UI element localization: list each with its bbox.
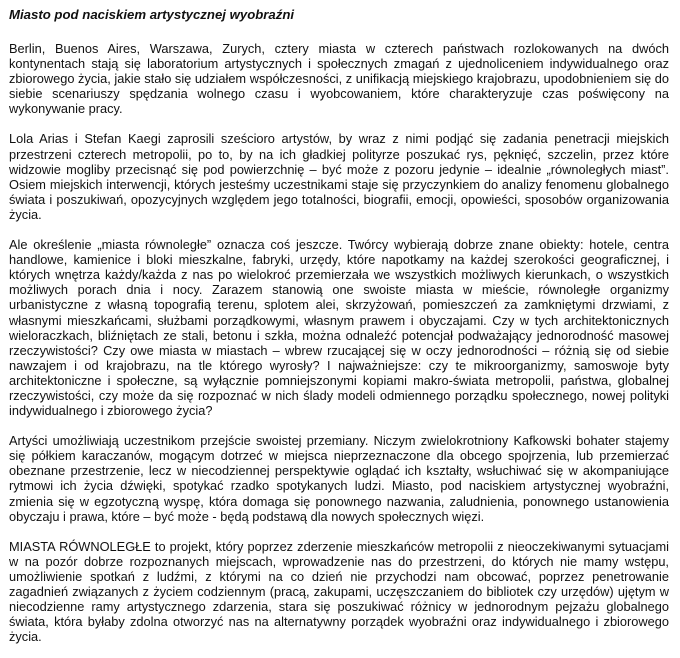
paragraph-2: Lola Arias i Stefan Kaegi zaprosili sześcioro artystów, by wraz z nimi podjąć się zadania penetracji miejskich przestrzeni czterech metropolii, po to, by na ich gładkiej polityrze poszukać rys, pęknięć, szczelin, przez które widzowie mogliby przecisnąć się pod powierzchnię – być może z pozoru jedynie – idealnie „równoległych miast”. Osiem miejskich interwencji, których jesteśmy uczestnikami staje się przyczynkiem do analizy fenomenu globalnego świata i poszukiwań, opozycyjnych względem jego totalności, biografii, emocji, opowieści, sposobów organizowania życia.: [9, 131, 669, 222]
document-page: [9, 7, 669, 644]
paragraph-3: Ale określenie „miasta równoległe” oznacza coś jeszcze. Twórcy wybierają dobrze znane obiekty: hotele, centra handlowe, kamienice i bloki mieszkalne, fabryki, urzędy, które napotkamy na każdej szerokości geograficznej, i których wnętrza każdy/każda z nas po wielokroć przemierzała we wszystkich możliwych kierunkach, o wszystkich możliwych porach dnia i nocy. Zarazem stanowią one swoiste miasta w mieście, równoległe organizmy urbanistyczne z własną topografią terenu, splotem alei, skrzyżowań, pomieszczeń za zamkniętymi drzwiami, z własnymi mieszkańcami, służbami porządkowymi, własnym prawem i obyczajami. Czy w tych architektonicznych wieloraczkach, bliźniętach ze stali, betonu i szkła, można odnaleźć potencjał podważający jednorodność masowej rzeczywistości? Czy owe miasta w miastach – wbrew rzucającej się w oczy jednorodności – różnią się od siebie nawzajem i od krajobrazu, na tle którego wyrosły? I najważniejsze: czy te mikroorganizmy, samoswoje byty architektoniczne i społeczne, są wyłącznie pomniejszonymi kopiami makro-świata metropolii, państwa, globalnej rzeczywistości, czy może da się rozpoznać w nich ślady modeli odmiennego porządku społecznego, nowej polityki indywidualnego i zbiorowego życia?: [9, 237, 669, 419]
paragraph-5: MIASTA RÓWNOLEGŁE to projekt, który poprzez zderzenie mieszkańców metropolii z nieoczekiwanymi sytuacjami w na pozór dobrze rozpoznanych miejscach, wprowadzenie nas do przestrzeni, do których nie mamy wstępu, umożliwienie spotkań z ludźmi, z którymi na co dzień nie przychodzi nam obcować, poprzez penetrowanie zagadnień związanych z życiem codziennym (pracą, zakupami, uczęszczaniem do bibliotek czy urzędów) ujętym w niecodzienne ramy artystycznego zdarzenia, stara się poszukiwać różnicy w jednorodnym pejzażu globalnego świata, która byłaby zdolna otworzyć nas na alternatywny porządek wyobraźni oraz indywidualnego i zbiorowego życia.: [9, 538, 669, 645]
paragraph-1: Berlin, Buenos Aires, Warszawa, Zurych, cztery miasta w czterech państwach rozlokowanych na dwóch kontynentach stają się laboratorium artystycznych i społecznych zmagań z ujednoliceniem indywidualnego oraz zbiorowego życia, jakie stało się udziałem współczesności, z unifikacją miejskiego krajobrazu, upodobnieniem się do siebie scenariuszy spędzania wolnego czasu i wyobcowaniem, które charakteryzuje czas poświęcony na wykonywanie pracy.: [9, 41, 669, 117]
document-title: Miasto pod naciskiem artystycznej wyobraźni: [9, 7, 295, 22]
paragraph-4: Artyści umożliwiają uczestnikom przejście swoistej przemiany. Niczym zwielokrotniony Kafkowski bohater stajemy się półkiem karaczanów, mogącym dotrzeć w miejsca nieprzeznaczone dla obcego spojrzenia, lub przemierzać obeznane przestrzenie, lecz w niecodziennej perspektywie oglądać ich kształty, wsłuchiwać się w akompaniujące rytmowi ich życia dźwięki, spotykać rzadko spotykanych ludzi. Miasto, pod naciskiem artystycznej wyobraźni, zmienia się w egzotyczną wyspę, która domaga się ponownego nazwania, zaludnienia, ponownego ustanowienia obyczaju i prawa, które – być może - będą podstawą dla nowych społecznych więzi.: [9, 433, 669, 524]
